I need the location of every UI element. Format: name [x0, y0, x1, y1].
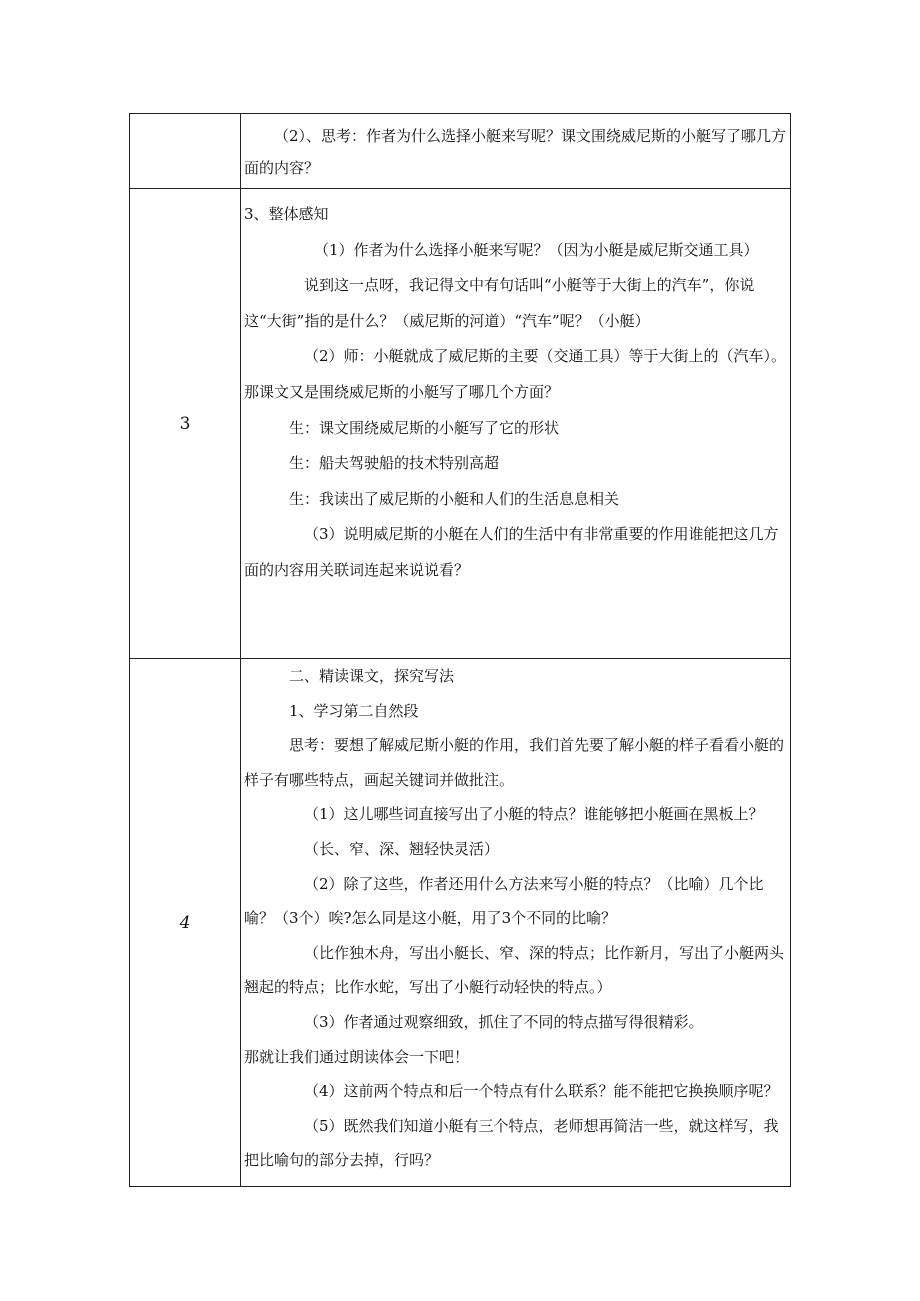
paragraph: 生：船夫驾驶船的技术特别高超: [289, 454, 500, 473]
paragraph: （1）作者为什么选择小艇来写呢？（因为小艇是威尼斯交通工具）: [314, 240, 759, 259]
section-heading: 3、整体感知: [244, 205, 329, 223]
paragraph: （2）师：小艇就成了威尼斯的主要（交通工具）等于大街上的（汽车）。那课文又是围绕威尼斯的小艇写了哪几个方面？: [244, 347, 787, 401]
paragraph: （长、窄、深、翘轻快灵活）: [304, 839, 500, 858]
paragraph: 说到这一点呀，我记得文中有句话叫“小艇等于大街上的汽车”，你说这“大街”指的是什么？（威尼斯的河道）“汽车”呢？（小艇）: [244, 276, 755, 330]
paragraph: 1、学习第二自然段: [289, 701, 419, 720]
row-number-cell: [130, 114, 241, 188]
paragraph: （比作独木舟，写出小艇长、窄、深的特点；比作新月，写出了小艇两头翘起的特点；比作水蛇，写出了小艇行动轻快的特点。）: [244, 943, 785, 997]
paragraph: （1）这儿哪些词直接写出了小艇的特点？谁能够把小艇画在黑板上？: [304, 805, 764, 824]
paragraph: 思考：要想了解威尼斯小艇的作用，我们首先要了解小艇的样子看看小艇的样子有哪些特点，画起关键词并做批注。: [244, 736, 785, 789]
paragraph: （2）、思考：作者为什么选择小艇来写呢？课文围绕威尼斯的小艇写了哪几方面的内容？: [244, 127, 787, 177]
paragraph: （3）说明威尼斯的小艇在人们的生活中有非常重要的作用谁能把这几方面的内容用关联词连起来说说看？: [244, 525, 779, 579]
paragraph: 那就让我们通过朗读体会一下吧！: [244, 1047, 470, 1066]
section-heading: 二、精读课文，探究写法: [289, 667, 455, 685]
row-number-cell: 3: [130, 189, 241, 658]
table-row: [130, 658, 790, 1186]
row-number-cell: 4: [130, 659, 241, 1186]
paragraph: （4）这前两个特点和后一个特点有什么联系？能不能把它换换顺序呢？: [304, 1082, 779, 1101]
paragraph: （5）既然我们知道小艇有三个特点，老师想再简洁一些，就这样写，我把比喻句的部分去掉，行吗？: [244, 1116, 779, 1170]
paragraph: 生：我读出了威尼斯的小艇和人们的生活息息相关: [289, 489, 620, 508]
table-row: [130, 188, 790, 658]
content-cell: [241, 189, 790, 658]
paragraph: （2）除了这些，作者还用什么方法来写小艇的特点？（比喻）几个比喻？（3个）唉?怎么同是这小艇，用了3个不同的比喻？: [244, 874, 764, 928]
table-row: [130, 114, 790, 188]
content-cell: [241, 659, 790, 1186]
lesson-table: [129, 113, 791, 1187]
paragraph: （3）作者通过观察细致，抓住了不同的特点描写得很精彩。: [304, 1012, 704, 1031]
content-cell: [241, 114, 790, 188]
paragraph: 生：课文围绕威尼斯的小艇写了它的形状: [289, 418, 560, 437]
